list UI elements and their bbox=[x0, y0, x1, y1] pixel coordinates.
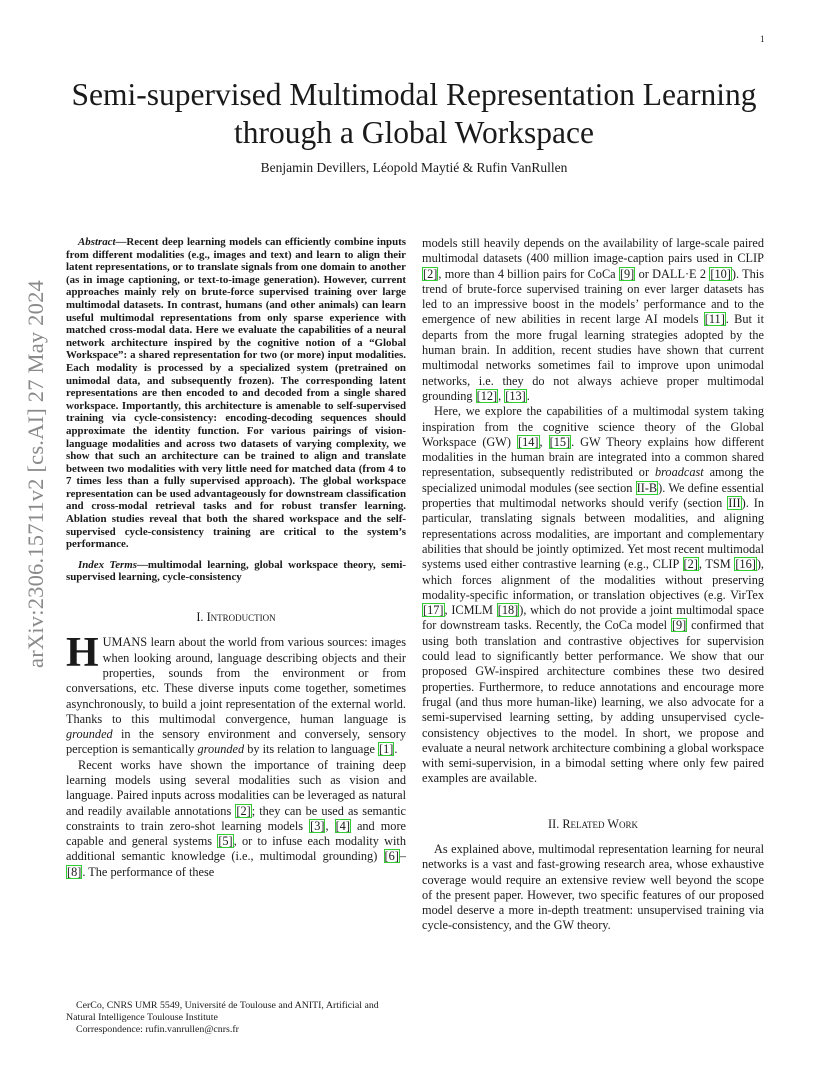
footnote bbox=[66, 1000, 406, 1037]
intro-paragraph-2: Recent works have shown the importance of training deep learning models using several modalities such as vision and language. Paired inputs across modalities can be leveraged as natural and readily available annotations [2]; they can be used as semantic constraints to train zero-shot learning models [3], [4] and more capable and general systems [5], or to infuse each modality with additional semantic knowledge (i.e., multimodal grounding) [6]–[8]. The performance of these bbox=[66, 757, 407, 879]
citation-link[interactable]: [16] bbox=[735, 557, 756, 572]
page-number: 1 bbox=[760, 34, 765, 44]
citation-link[interactable]: [13] bbox=[505, 388, 526, 403]
section-reference-link[interactable]: III bbox=[728, 496, 741, 511]
drop-cap: H bbox=[66, 630, 99, 677]
citation-link[interactable]: [2] bbox=[423, 266, 438, 281]
citation-link[interactable]: [2] bbox=[236, 803, 251, 818]
citation-link[interactable]: [1] bbox=[379, 742, 394, 757]
citation-link[interactable]: [15] bbox=[549, 434, 571, 449]
citation-link[interactable]: [17] bbox=[423, 603, 444, 618]
left-column bbox=[66, 236, 406, 880]
intro-paragraph-3: models still heavily depends on the availability of large-scale paired multimodal datasets (400 million image-caption pairs used in CLIP [2], more than 4 billion pairs for CoCa [9] or DALL·E 2 [10]). This trend of brute-force supervised training on ever larger datasets has led to an impressive boost in the models’ performance and to the emergence of new abilities in recent large AI models [11]. But it departs from the more frugal learning strategies adopted by the human brain. In addition, recent studies have shown that current multimodal networks sometimes fail to improve upon unimodal networks, i.e. they do not always achieve proper multimodal grounding [12], [13]. bbox=[422, 236, 764, 403]
right-column bbox=[422, 236, 764, 934]
citation-link[interactable]: [6] bbox=[384, 849, 399, 864]
author-list: Benjamin Devillers, Léopold Maytié & Rufin VanRullen bbox=[260, 160, 568, 175]
section-reference-link[interactable]: II-B bbox=[636, 480, 658, 495]
citation-link[interactable]: [4] bbox=[335, 818, 350, 833]
index-terms-text: —multimodal learning, global workspace theory, semi-supervised learning, cycle-consistency bbox=[66, 558, 406, 584]
index-terms-label: Index Terms bbox=[78, 558, 137, 571]
citation-link[interactable]: [14] bbox=[518, 434, 539, 449]
paper-title: Semi-supervised Multimodal Representation Learning through a Global Workspace bbox=[71, 77, 757, 150]
citation-link[interactable]: [8] bbox=[67, 864, 82, 879]
intro-paragraph-1: HUMANS learn about the world from various sources: images when looking around, language describing objects and their properties, sounds from the environment or from conversations, etc. These diverse inputs come together, sometimes asynchronously, to build a joint representation of the external world. Thanks to this multimodal convergence, human language is grounded in the sensory environment and conversely, sensory perception is semantically grounded by its relation to language [1]. bbox=[66, 630, 406, 757]
citation-link[interactable]: [5] bbox=[218, 834, 233, 849]
citation-link[interactable]: [10] bbox=[710, 266, 731, 281]
citation-link[interactable]: [18] bbox=[497, 603, 519, 618]
arxiv-stamp-text: arXiv:2306.15711v2 [cs.AI] 27 May 2024 bbox=[23, 280, 48, 668]
citation-link[interactable]: [3] bbox=[310, 818, 325, 833]
abstract-label: Abstract bbox=[78, 236, 116, 248]
citation-link[interactable]: [12] bbox=[476, 388, 498, 403]
citation-link[interactable]: [2] bbox=[683, 557, 698, 572]
abstract: Abstract—Recent deep learning models can efficiently combine inputs from different modalities (e.g., images and text) and learn to align their latent representations, or to translate signals from one domain to another (as in image captioning, or text-to-image generation). However, current approaches mainly rely on brute-force supervised training over large multimodal datasets. In contrast, humans (and other animals) can learn useful multimodal representations from only sparse experience with matched cross-modal data. Here we evaluate the capabilities of a neural network architecture inspired by the cognitive notion of a “Global Workspace”: a shared representation for two (or more) input modalities. Each modality is processed by a specialized system (pretrained on unimodal data, and subsequently frozen). The corresponding latent representations are then encoded to and decoded from a single shared workspace. Importantly, this architecture is amenable to self-supervised training via cycle-consistency: encoding-decoding sequences should approximate the identity function. For various pairings of vision-language modalities and across two datasets of varying complexity, we show that such an architecture can be trained to align and translate between two modalities with very little need for matched data (from 4 to 7 times less than a fully supervised approach). The global workspace representation can be used advantageously for downstream classification and cross-modal retrieval tasks and for robust transfer learning. Ablation studies reveal that both the shared workspace and the self-supervised cycle-consistency training are critical to the system’s performance. bbox=[66, 236, 406, 551]
citation-link[interactable]: [9] bbox=[619, 266, 635, 281]
section-heading-related-work: II. Related Work bbox=[548, 816, 638, 831]
footnote-affiliation: CerCo, CNRS UMR 5549, Université de Toulouse and ANITI, Artificial and Natural Intelligence Toulouse Institute bbox=[66, 1000, 379, 1024]
section-heading-introduction: I. Introduction bbox=[196, 610, 276, 625]
citation-link[interactable]: [9] bbox=[671, 618, 687, 633]
related-work-paragraph-1: As explained above, multimodal representation learning for neural networks is a vast and fast-growing research area, whose exhaustive coverage would require an extensive review well beyond the scope of the present paper. However, two specific features of our proposed model deserve a more in-depth treatment: unsupervised training via cycle-consistency, and the GW theory. bbox=[422, 841, 764, 933]
citation-link[interactable]: [11] bbox=[704, 312, 725, 327]
intro-paragraph-4: Here, we explore the capabilities of a multimodal system taking inspiration from the cognitive science theory of the Global Workspace (GW) [14], [15]. GW Theory explains how different modalities in the human brain are integrated into a common shared representation, subsequently redistributed or broadcast among the specialized unimodal modules (see section II-B). We define essential properties that multimodal networks should verify (section III). In particular, translating signals between modalities, and aligning representations across modalities, are important and complementary abilities that should be jointly optimized. Yet most recent multimodal systems used either contrastive learning (e.g., CLIP [2], TSM [16]), which forces alignment of the modalities without preserving modality-specific information, or translation objectives (e.g. VirTex [17], ICMLM [18]), which do not provide a joint multimodal space for downstream tasks. Recently, the CoCa model [9] confirmed that using both translation and contrastive objectives for supervision could lead to significantly better performance. We show that our proposed GW-inspired architecture combines these two desired properties. Furthermore, to reduce annotations and encourage more frugal (and thus more human-like) learning, we also advocate for a semi-supervised learning setting, by adding unsupervised cycle-consistency objectives to the model. In short, we propose and evaluate a neural network architecture combining a global workspace with semi-supervision, in a bimodal setting where only few paired examples are available. bbox=[422, 404, 764, 786]
index-terms bbox=[66, 559, 406, 584]
footnote-correspondence: Correspondence: rufin.vanrullen@cnrs.fr bbox=[76, 1024, 239, 1036]
abstract-text: Recent deep learning models can efficiently combine inputs from different modalities (e.g., images and text) and learn to align their latent representations, or to translate signals from one domain to another (as in image captioning, or text-to-image generation). However, current approaches mainly rely on brute-force supervised training over large multimodal datasets. In contrast, humans (and other animals) can learn useful multimodal representations from only sparse experience with matched cross-modal data. Here we evaluate the capabilities of a neural network architecture inspired by the cognitive notion of a “Global Workspace”: a shared representation for two (or more) input modalities. Each modality is processed by a specialized system (pretrained on unimodal data, and subsequently frozen). The corresponding latent representations are then encoded to and decoded from a single shared workspace. Importantly, this architecture is amenable to self-supervised training via cycle-consistency: encoding-decoding sequences should approximate the identity function. For various pairings of vision-language modalities and across two datasets of varying complexity, we show that such an architecture can be trained to align and translate between two modalities with very little need for matched data (from 4 to 7 times less than a fully supervised approach). The global workspace representation can be used advantageously for downstream classification and cross-modal retrieval tasks and for robust transfer learning. Ablation studies reveal that both the shared workspace and the self-supervised cycle-consistency training are critical to the system’s performance. bbox=[66, 236, 406, 551]
